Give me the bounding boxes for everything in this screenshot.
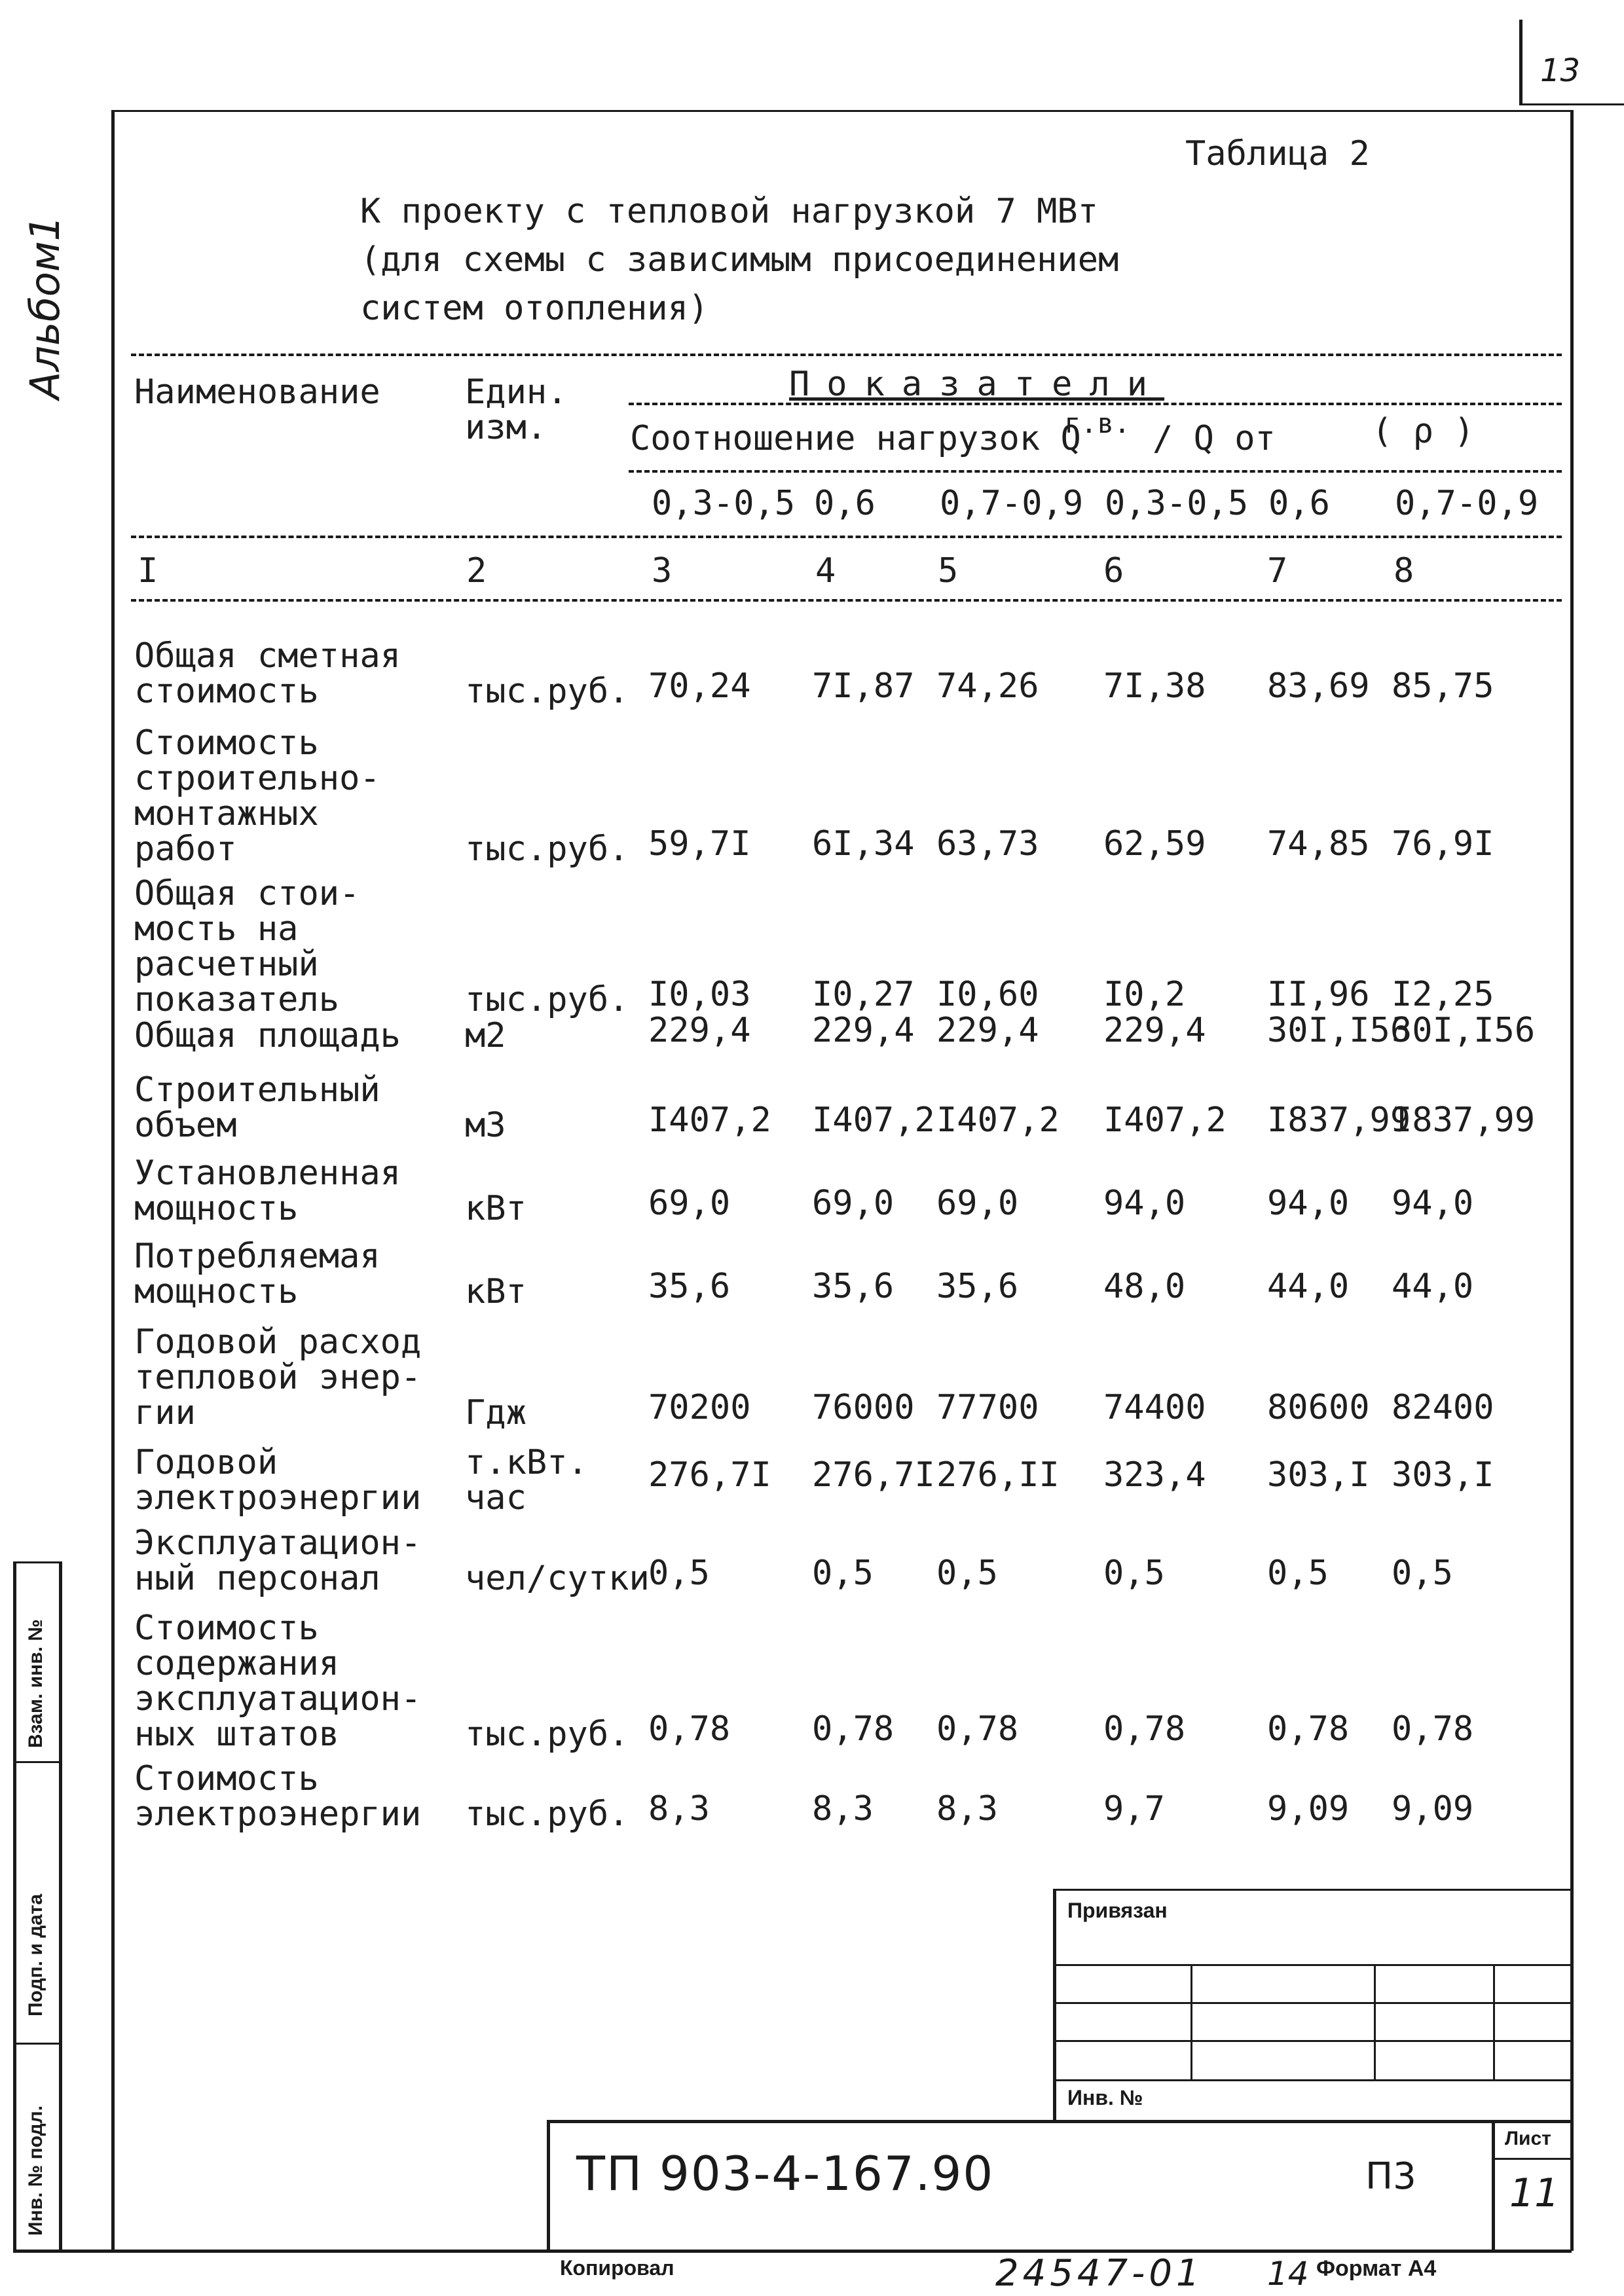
colnum-7: 7 xyxy=(1267,551,1288,591)
row-name-line: мощность xyxy=(134,1272,299,1311)
row-unit: м2 xyxy=(465,1016,506,1055)
row-value: 69,0 xyxy=(648,1184,731,1223)
row-value: I0,27 xyxy=(812,975,915,1014)
row-value: 229,4 xyxy=(936,1011,1039,1050)
stamp-privyazan: Привязан xyxy=(1067,1899,1168,1922)
row-value: 94,0 xyxy=(1103,1184,1186,1223)
row-name-line: гии xyxy=(134,1393,196,1432)
row-value: 35,6 xyxy=(812,1267,895,1306)
colnum-1: I xyxy=(138,551,158,591)
side-strip-div1 xyxy=(13,1761,60,1763)
row-value: 83,69 xyxy=(1267,666,1370,706)
row-name-line: Общая площадь xyxy=(134,1016,401,1055)
row-value: I407,2 xyxy=(812,1101,935,1140)
row-unit: тыс.руб. xyxy=(465,829,629,869)
titleblock-sheet-divider xyxy=(1492,2120,1495,2251)
row-value: 8,3 xyxy=(936,1789,998,1829)
row-unit: тыс.руб. xyxy=(465,1715,629,1754)
side-strip-div2 xyxy=(13,2043,60,2045)
row-value: 74400 xyxy=(1103,1388,1206,1427)
row-value: 69,0 xyxy=(936,1184,1019,1223)
header-name: Наименование xyxy=(134,373,380,412)
row-value: 8,3 xyxy=(812,1789,874,1829)
row-value: 0,5 xyxy=(1103,1554,1165,1593)
frame-top xyxy=(115,110,1572,112)
row-name-line: Эксплуатацион- xyxy=(134,1523,422,1563)
row-name-line: мость на xyxy=(134,909,299,949)
stamp-top xyxy=(1053,1889,1572,1891)
row-value: I837,99 xyxy=(1392,1101,1536,1140)
row-value: 303,I xyxy=(1267,1455,1370,1495)
row-value: 48,0 xyxy=(1103,1267,1186,1306)
row-value: 303,I xyxy=(1392,1455,1494,1495)
title-line-1: К проекту с тепловой нагрузкой 7 МВт xyxy=(360,192,1099,231)
row-value: 74,26 xyxy=(936,666,1039,706)
stamp-row-4 xyxy=(1053,2079,1572,2081)
titleblock-sheet-row xyxy=(1492,2158,1572,2160)
colnum-8: 8 xyxy=(1393,551,1414,591)
row-name-line: показатель xyxy=(134,980,340,1019)
subcol-3: 0,7-0,9 xyxy=(940,484,1084,523)
row-value: I407,2 xyxy=(936,1101,1060,1140)
row-value: I837,99 xyxy=(1267,1101,1411,1140)
side-label-vzam: Взам. инв. № xyxy=(25,1619,46,1748)
row-unit: тыс.руб. xyxy=(465,1795,629,1834)
row-value: 7I,38 xyxy=(1103,666,1206,706)
row-value: 9,09 xyxy=(1267,1789,1350,1829)
colnum-2: 2 xyxy=(466,551,487,591)
row-value: I0,03 xyxy=(648,975,751,1014)
row-value: 82400 xyxy=(1392,1388,1494,1427)
header-ratio-tail: / Q от xyxy=(1153,419,1276,458)
subcol-4: 0,3-0,5 xyxy=(1105,484,1249,523)
row-name-line: работ xyxy=(134,829,237,869)
row-name-line: расчетный xyxy=(134,945,319,984)
footer-format: Формат А4 xyxy=(1316,2256,1437,2281)
row-unit: т.кВт. xyxy=(465,1443,588,1482)
subcol-6: 0,7-0,9 xyxy=(1395,484,1539,523)
stamp-left xyxy=(1053,1889,1056,2121)
header-ratio-label: Соотношение нагрузок Q xyxy=(630,419,1081,458)
row-value: 0,78 xyxy=(1392,1709,1474,1749)
row-value: 0,5 xyxy=(812,1554,874,1593)
stamp-col-1 xyxy=(1190,1964,1192,2079)
row-unit: кВт xyxy=(465,1272,526,1311)
row-value: 0,5 xyxy=(648,1554,710,1593)
row-value: 63,73 xyxy=(936,824,1039,864)
row-value: 76,9I xyxy=(1392,824,1494,864)
row-value: I407,2 xyxy=(648,1101,771,1140)
rule-numbers xyxy=(131,599,1562,602)
row-unit: тыс.руб. xyxy=(465,672,629,711)
row-value: 7I,87 xyxy=(812,666,915,706)
row-name-line: тепловой энер- xyxy=(134,1358,422,1397)
row-value: 0,5 xyxy=(1392,1554,1453,1593)
frame-left xyxy=(111,110,115,2251)
row-value: 30I,I56 xyxy=(1392,1011,1536,1050)
frame-bottom xyxy=(13,2250,1572,2253)
stamp-inv-no: Инв. № xyxy=(1067,2086,1143,2109)
row-value: 59,7I xyxy=(648,824,751,864)
row-value: I0,2 xyxy=(1103,975,1186,1014)
row-name-line: монтажных xyxy=(134,794,319,833)
row-value: 30I,I56 xyxy=(1267,1011,1411,1050)
row-unit: Гдж xyxy=(465,1393,526,1432)
row-value: 0,78 xyxy=(936,1709,1019,1749)
footer-copied: Копировал xyxy=(560,2256,674,2280)
row-name-line: Стоимость xyxy=(134,723,319,763)
row-name-line: ный персонал xyxy=(134,1559,380,1598)
row-value: 0,78 xyxy=(812,1709,895,1749)
colnum-6: 6 xyxy=(1103,551,1124,591)
doc-code: ТП 903-4-167.90 xyxy=(576,2146,995,2201)
row-value: 276,7I xyxy=(648,1455,771,1495)
row-value: 323,4 xyxy=(1103,1455,1206,1495)
title-line-2: (для схемы с зависимым присоединением xyxy=(360,240,1119,280)
row-value: 70200 xyxy=(648,1388,751,1427)
row-value: 94,0 xyxy=(1392,1184,1474,1223)
row-unit: м3 xyxy=(465,1106,506,1145)
row-value: 229,4 xyxy=(812,1011,915,1050)
row-value: 0,78 xyxy=(1103,1709,1186,1749)
page-number: 13 xyxy=(1540,52,1581,89)
rule-ratio xyxy=(629,470,1562,473)
row-value: 77700 xyxy=(936,1388,1039,1427)
row-unit: чел/сутки xyxy=(465,1559,650,1598)
row-value: I2,25 xyxy=(1392,975,1494,1014)
row-value: 9,7 xyxy=(1103,1789,1165,1829)
row-name-line: Общая стои- xyxy=(134,874,360,913)
subcol-2: 0,6 xyxy=(814,484,876,523)
row-value: 0,5 xyxy=(936,1554,998,1593)
footer-order-num: 14 xyxy=(1267,2255,1309,2293)
row-value: 276,II xyxy=(936,1455,1060,1495)
row-name-line: Установленная xyxy=(134,1154,401,1193)
row-name-line: электроэнергии xyxy=(134,1478,422,1518)
row-name-line: Стоимость xyxy=(134,1609,319,1648)
title-line-3: систем отопления) xyxy=(360,289,709,328)
row-name-line: Годовой расход xyxy=(134,1322,422,1362)
row-name-line: объем xyxy=(134,1106,237,1145)
titleblock-left xyxy=(547,2120,550,2251)
row-name-line: эксплуатацион- xyxy=(134,1679,422,1719)
row-unit: час xyxy=(465,1478,526,1518)
row-unit: тыс.руб. xyxy=(465,980,629,1019)
row-value: 229,4 xyxy=(648,1011,751,1050)
row-value: 44,0 xyxy=(1267,1267,1350,1306)
row-value: I407,2 xyxy=(1103,1101,1227,1140)
row-value: 80600 xyxy=(1267,1388,1370,1427)
row-value: 44,0 xyxy=(1392,1267,1474,1306)
rule-top xyxy=(131,354,1562,356)
row-name-line: Стоимость xyxy=(134,1759,319,1798)
colnum-3: 3 xyxy=(652,551,673,591)
header-unit-1: Един. xyxy=(465,373,568,412)
row-value: 74,85 xyxy=(1267,824,1370,864)
subcol-1: 0,3-0,5 xyxy=(652,484,796,523)
row-value: 62,59 xyxy=(1103,824,1206,864)
row-value: I0,60 xyxy=(936,975,1039,1014)
row-name-line: строительно- xyxy=(134,759,380,798)
subcol-5: 0,6 xyxy=(1268,484,1330,523)
side-strip-top xyxy=(13,1561,60,1563)
row-value: 276,7I xyxy=(812,1455,935,1495)
row-name-line: электроэнергии xyxy=(134,1795,422,1834)
row-value: 0,78 xyxy=(1267,1709,1350,1749)
header-rho: ( ρ ) xyxy=(1372,412,1475,451)
header-indicators: Показатели xyxy=(789,365,1165,404)
row-name-line: стоимость xyxy=(134,672,319,711)
row-value: 0,5 xyxy=(1267,1554,1329,1593)
section-code: П3 xyxy=(1365,2155,1416,2198)
row-value: 8,3 xyxy=(648,1789,710,1829)
row-value: 94,0 xyxy=(1267,1184,1350,1223)
header-ratio-sup: г.в. xyxy=(1064,407,1131,439)
row-name-line: содержания xyxy=(134,1644,340,1683)
colnum-4: 4 xyxy=(815,551,836,591)
row-value: 70,24 xyxy=(648,666,751,706)
row-name-line: Потребляемая xyxy=(134,1237,380,1276)
sheet-label: Лист xyxy=(1505,2128,1551,2149)
page-number-box-bottom xyxy=(1519,103,1624,105)
colnum-5: 5 xyxy=(938,551,959,591)
row-name-line: Годовой xyxy=(134,1443,278,1482)
row-value: 0,78 xyxy=(648,1709,731,1749)
row-value: II,96 xyxy=(1267,975,1370,1014)
row-value: 229,4 xyxy=(1103,1011,1206,1050)
footer-order: 24547-01 xyxy=(995,2252,1204,2295)
row-name-line: Общая сметная xyxy=(134,636,401,676)
row-value: 35,6 xyxy=(648,1267,731,1306)
rule-subcols xyxy=(131,536,1562,538)
side-strip-outer xyxy=(13,1561,16,2252)
header-unit-2: изм. xyxy=(465,408,547,447)
row-value: 9,09 xyxy=(1392,1789,1474,1829)
page-number-box-left xyxy=(1519,20,1522,105)
frame-right xyxy=(1570,110,1574,2251)
sheet-number: 11 xyxy=(1509,2170,1560,2216)
album-label: Альбом1 xyxy=(21,215,69,399)
row-value: 76000 xyxy=(812,1388,915,1427)
stamp-col-3 xyxy=(1493,1964,1495,2079)
stamp-col-2 xyxy=(1374,1964,1376,2079)
table-label: Таблица 2 xyxy=(1185,134,1370,173)
titleblock-top xyxy=(547,2120,1572,2123)
row-name-line: мощность xyxy=(134,1189,299,1228)
row-name-line: ных штатов xyxy=(134,1715,340,1754)
row-value: 6I,34 xyxy=(812,824,915,864)
row-value: 69,0 xyxy=(812,1184,895,1223)
row-name-line: Строительный xyxy=(134,1070,380,1110)
side-label-inv: Инв. № подл. xyxy=(25,2105,46,2236)
row-value: 85,75 xyxy=(1392,666,1494,706)
side-strip-inner xyxy=(59,1561,62,2252)
row-value: 35,6 xyxy=(936,1267,1019,1306)
side-label-podp: Подп. и дата xyxy=(25,1893,46,2016)
row-unit: кВт xyxy=(465,1189,526,1228)
